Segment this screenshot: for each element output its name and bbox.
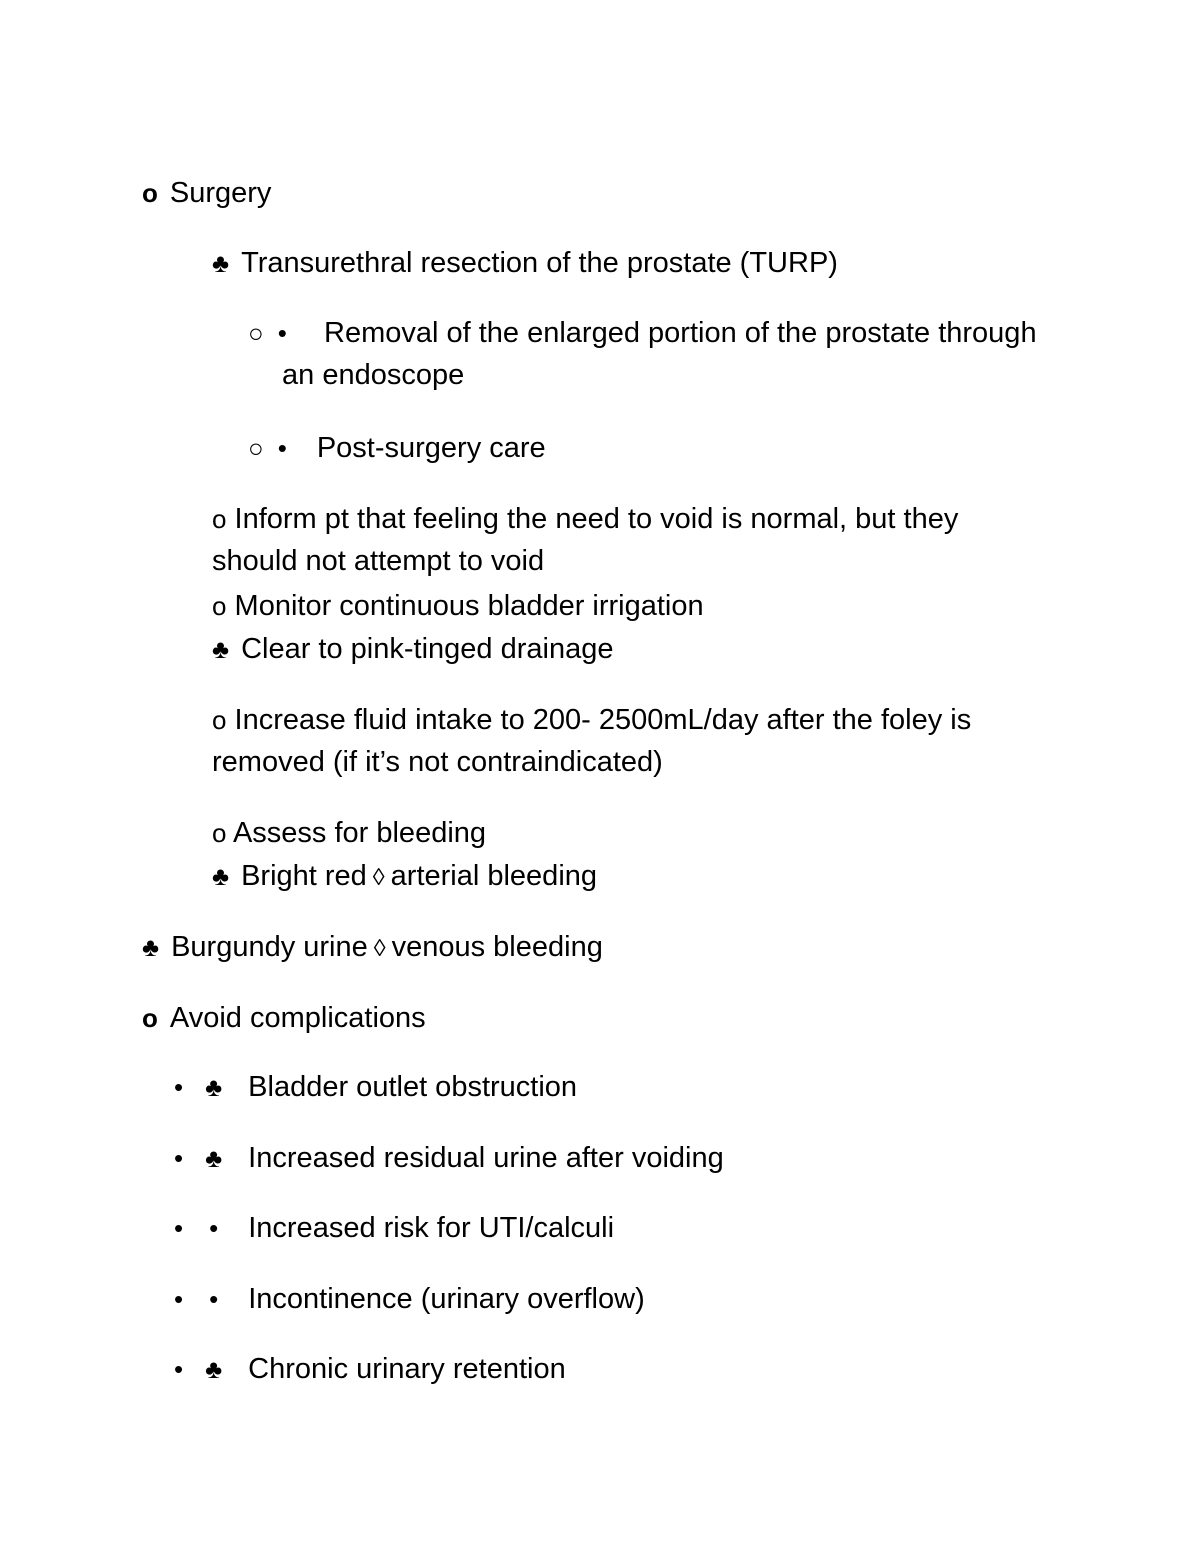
residual-text: Increased residual urine after voiding bbox=[248, 1142, 724, 1174]
venous-text: venous bleeding bbox=[391, 931, 603, 963]
removal-text: Removal of the enlarged portion of the prostate through an endoscope bbox=[282, 317, 1037, 391]
club-icon: ♣ bbox=[212, 248, 230, 278]
uti-text: Increased risk for UTI/calculi bbox=[248, 1212, 615, 1244]
inform-text: Inform pt that feeling the need to void is normal, but they should not attempt to void bbox=[212, 503, 959, 577]
o-bullet-icon: o bbox=[142, 178, 158, 208]
club-icon: ♣ bbox=[142, 932, 160, 962]
diamond-icon: ◊ bbox=[373, 935, 386, 962]
bright-red-text: Bright red bbox=[241, 860, 367, 892]
circle-icon: ○ bbox=[248, 433, 264, 463]
item-increase-fluid bbox=[212, 699, 1052, 783]
item-clear bbox=[212, 628, 613, 670]
item-bladder-outlet bbox=[174, 1066, 577, 1108]
club-icon: ♣ bbox=[205, 1354, 223, 1384]
o-bullet-icon: o bbox=[212, 818, 227, 848]
heading-avoid bbox=[142, 997, 426, 1039]
o-bullet-icon: o bbox=[212, 504, 227, 534]
item-inform bbox=[212, 498, 1032, 582]
item-assess bbox=[212, 812, 486, 854]
dot-icon: • bbox=[174, 1213, 184, 1243]
club-icon: ♣ bbox=[205, 1072, 223, 1102]
dot-icon: • bbox=[209, 1284, 219, 1314]
heading-surgery bbox=[142, 172, 271, 214]
item-chronic bbox=[174, 1348, 566, 1390]
monitor-text: Monitor continuous bladder irrigation bbox=[234, 590, 704, 622]
clear-text: Clear to pink-tinged drainage bbox=[241, 633, 614, 665]
incontinence-text: Incontinence (urinary overflow) bbox=[248, 1283, 645, 1315]
club-icon: ♣ bbox=[212, 861, 230, 891]
o-bullet-icon: o bbox=[142, 1003, 158, 1033]
dot-icon: • bbox=[174, 1143, 184, 1173]
item-post-surgery bbox=[248, 427, 546, 469]
item-bright-red bbox=[212, 855, 597, 899]
bladder-outlet-text: Bladder outlet obstruction bbox=[248, 1071, 578, 1103]
dot-icon: • bbox=[174, 1284, 184, 1314]
post-surgery-text: Post-surgery care bbox=[316, 432, 546, 464]
diamond-icon: ◊ bbox=[372, 864, 385, 891]
surgery-text: Surgery bbox=[169, 177, 272, 209]
dot-icon: • bbox=[174, 1072, 184, 1102]
club-icon: ♣ bbox=[212, 634, 230, 664]
chronic-text: Chronic urinary retention bbox=[248, 1353, 566, 1385]
turp-text: Transurethral resection of the prostate (TURP) bbox=[241, 247, 838, 279]
increase-fluid-text: Increase fluid intake to 200- 2500mL/day after the foley is removed (if it’s not contraindicated) bbox=[212, 704, 972, 778]
burgundy-text: Burgundy urine bbox=[171, 931, 368, 963]
item-incontinence bbox=[174, 1278, 645, 1320]
o-bullet-icon: o bbox=[212, 591, 227, 621]
item-turp bbox=[212, 242, 838, 284]
item-burgundy bbox=[142, 926, 603, 970]
assess-text: Assess for bleeding bbox=[232, 817, 487, 849]
arterial-text: arterial bleeding bbox=[390, 860, 598, 892]
circle-icon: ○ bbox=[248, 318, 264, 348]
item-uti bbox=[174, 1207, 614, 1249]
dot-icon: • bbox=[209, 1213, 219, 1243]
item-residual bbox=[174, 1137, 724, 1179]
item-monitor bbox=[212, 585, 704, 627]
club-icon: ♣ bbox=[205, 1143, 223, 1173]
o-bullet-icon: o bbox=[212, 705, 227, 735]
avoid-text: Avoid complications bbox=[169, 1002, 426, 1034]
dot-icon: • bbox=[277, 433, 287, 463]
dot-icon: • bbox=[277, 318, 287, 348]
dot-icon: • bbox=[174, 1354, 184, 1384]
